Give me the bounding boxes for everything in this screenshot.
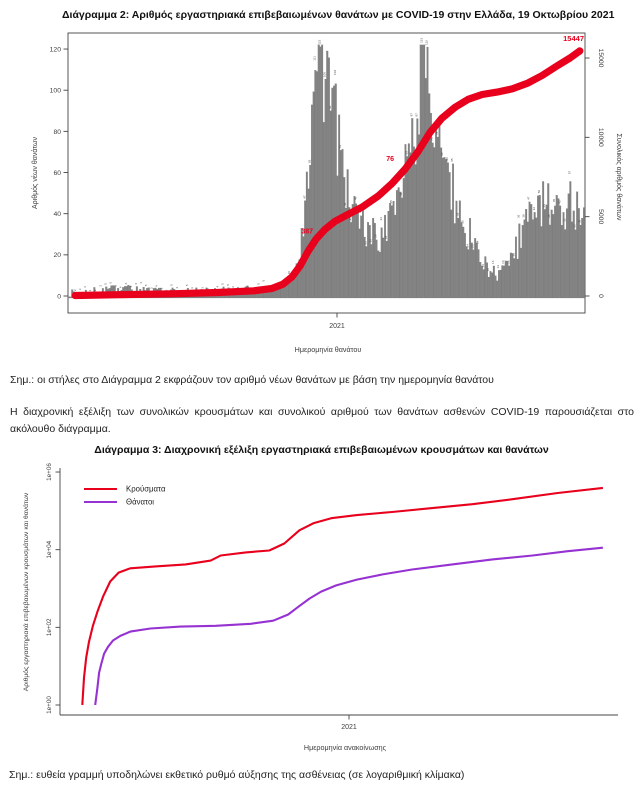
- bar: [423, 45, 425, 298]
- bar: [554, 206, 556, 298]
- bar: [544, 209, 546, 298]
- bar: [580, 225, 582, 298]
- diagram3-title: Διάγραμμα 3: Διαχρονική εξέλιξη εργαστηριακά επιβεβαιωμένων κρουσμάτων και θανάτων: [94, 444, 549, 456]
- bar: [394, 215, 396, 298]
- bar: [400, 192, 402, 298]
- x-axis-title: Ημερομηνία θανάτου: [294, 345, 362, 354]
- bar: [340, 150, 342, 298]
- bar: [449, 172, 451, 298]
- bar: [476, 243, 478, 298]
- bar-value-speck: 47: [302, 195, 307, 199]
- bar: [398, 187, 400, 298]
- bar-value-speck: 40: [358, 209, 363, 213]
- bar-value-speck: 2: [72, 289, 77, 292]
- bar-value-speck: 35: [547, 214, 552, 218]
- bar: [68, 297, 70, 298]
- diagram3-note: Σημ.: ευθεία γραμμή υποδηλώνει εκθετικό ρυθμό αύξησης της ασθένειας (σε λογαριθμική κλίμακα): [9, 769, 465, 781]
- bar: [566, 209, 568, 298]
- bar: [576, 192, 578, 298]
- bar: [406, 156, 408, 298]
- y-left-tick-label: 80: [53, 128, 61, 136]
- bar-value-speck: 5: [261, 279, 266, 282]
- cumulative-annotation: 387: [301, 228, 314, 236]
- bar: [434, 147, 436, 298]
- bar-value-speck: 122: [317, 39, 322, 45]
- bar: [371, 244, 373, 298]
- bar: [333, 86, 335, 298]
- bar: [267, 292, 269, 298]
- bar-value-speck: 16: [297, 259, 302, 263]
- bar: [515, 237, 517, 298]
- bar: [359, 229, 361, 298]
- bar-value-speck: 46: [353, 196, 358, 201]
- bar: [451, 210, 453, 298]
- bar-value-speck: 4: [266, 286, 271, 289]
- bar-value-speck: 5: [225, 284, 230, 286]
- bar: [428, 94, 430, 298]
- bar: [481, 266, 483, 298]
- bar: [323, 122, 325, 298]
- bar: [568, 194, 570, 298]
- bar-value-speck: 111: [312, 56, 317, 61]
- bar: [367, 222, 369, 298]
- y-left-tick-label: 60: [53, 169, 61, 177]
- bar: [389, 203, 391, 298]
- bar-value-speck: 5: [276, 283, 281, 285]
- bar: [478, 249, 480, 298]
- bar: [473, 250, 475, 298]
- y-right-axis-title: Συνολικός αριθμός θανάτων: [615, 133, 622, 221]
- bar: [418, 135, 420, 298]
- bar-value-speck: 19: [511, 253, 516, 257]
- x-tick-label: 2021: [329, 323, 345, 330]
- bar-value-speck: 16: [491, 260, 495, 264]
- bar: [530, 204, 532, 298]
- bar: [355, 204, 357, 298]
- bar: [575, 230, 577, 298]
- bar-value-speck: 26: [368, 239, 373, 243]
- bar-value-speck: 57: [567, 170, 572, 175]
- bar: [500, 270, 502, 298]
- bar: [581, 218, 583, 298]
- bar: [508, 266, 510, 298]
- bar: [474, 238, 476, 298]
- bar: [337, 176, 339, 298]
- bar-value-speck: 45: [552, 198, 557, 203]
- bar: [388, 211, 390, 298]
- bar: [570, 181, 572, 298]
- bar-value-speck: 6: [134, 282, 138, 285]
- bar: [352, 204, 354, 298]
- bar: [519, 224, 521, 298]
- bar: [391, 206, 393, 298]
- y-tick-label: 1e+06: [46, 463, 53, 481]
- bar: [432, 143, 434, 298]
- bar-value-speck: 25: [363, 241, 368, 245]
- bar: [383, 238, 385, 298]
- bar: [454, 223, 456, 298]
- bar-value-speck: 35: [460, 220, 465, 224]
- bar: [321, 45, 323, 298]
- legend-label: Κρούσματα: [126, 484, 166, 494]
- bar: [564, 229, 566, 298]
- bar: [549, 225, 551, 298]
- bar-value-speck: 4: [118, 286, 123, 289]
- bar: [529, 202, 531, 298]
- cumulative-total-label: 15447: [563, 34, 584, 43]
- bar: [491, 273, 493, 298]
- bar-value-speck: 4: [215, 286, 220, 288]
- x-axis-title: Ημερομηνία ανακοίνωσης: [303, 743, 387, 752]
- bar: [561, 225, 563, 298]
- bar-value-speck: 50: [536, 189, 541, 194]
- bar: [525, 209, 527, 298]
- bar: [442, 158, 444, 298]
- bar: [505, 261, 507, 298]
- bar-value-speck: 45: [389, 200, 393, 204]
- bar: [553, 214, 555, 298]
- bar: [462, 227, 464, 298]
- bar: [483, 269, 485, 298]
- bar: [488, 277, 490, 298]
- bar-value-speck: 104: [332, 69, 337, 75]
- bar: [420, 45, 422, 298]
- bar: [498, 270, 500, 298]
- bar: [445, 157, 450, 298]
- cumulative-annotation: 76: [386, 156, 394, 164]
- bar-value-speck: 4: [128, 285, 133, 288]
- bar-value-speck: 5: [185, 284, 189, 287]
- intro-paragraph: Η διαχρονική εξέλιξη των συνολικών κρουσμάτων και συνολικού αριθμού των θανάτων ασθενών COVID-19 παρουσιάζεται στο ακόλουθο διάγραμμα.: [10, 406, 634, 435]
- bar-value-speck: 49: [399, 192, 404, 196]
- bar: [471, 243, 473, 298]
- bar-value-speck: 3: [190, 287, 195, 289]
- bar-value-speck: 34: [378, 217, 383, 221]
- bar-value-speck: 3: [200, 287, 205, 289]
- bar: [510, 253, 512, 298]
- bar: [524, 220, 526, 298]
- bar-value-speck: 6: [123, 282, 128, 285]
- bar: [376, 240, 378, 298]
- bar-value-speck: 47: [526, 196, 531, 200]
- bar: [311, 105, 313, 298]
- bar-value-speck: 3: [241, 287, 246, 290]
- bar-value-speck: 24: [465, 244, 470, 248]
- bar-value-speck: 4: [174, 286, 179, 289]
- bar-value-speck: 28: [373, 234, 378, 238]
- bar-value-speck: 45: [557, 200, 562, 204]
- bar: [447, 163, 449, 298]
- y-left-tick-label: 120: [49, 46, 61, 54]
- bar-value-speck: 13: [496, 264, 501, 269]
- legend-label: Θάνατοι: [126, 497, 155, 507]
- bar: [536, 218, 538, 298]
- bar: [70, 297, 72, 298]
- y-right-tick-label: 15000: [597, 48, 604, 68]
- bar: [547, 183, 552, 298]
- bar: [539, 195, 541, 298]
- y-axis-title: Αριθμός εργαστηριακά επιβεβαιωμένων κρουσμάτων και θανάτων: [23, 492, 30, 692]
- bar: [495, 276, 497, 298]
- bar: [393, 201, 395, 298]
- bar: [410, 153, 412, 298]
- bar-value-speck: 39: [455, 212, 460, 217]
- series-line-Κρούσματα: [82, 488, 603, 705]
- bar-value-speck: 37: [348, 217, 353, 221]
- bar-value-speck: 2: [164, 289, 169, 292]
- bar: [496, 281, 498, 298]
- bar: [444, 157, 446, 298]
- bar: [559, 206, 561, 298]
- bar: [527, 222, 529, 298]
- bar: [369, 225, 371, 298]
- bar-value-speck: 10: [485, 267, 490, 272]
- bar-value-speck: 3: [139, 281, 144, 284]
- y-right-tick-label: 10000: [597, 127, 604, 147]
- bar: [379, 252, 381, 298]
- bar: [486, 263, 488, 298]
- y-tick-label: 1e+02: [46, 618, 53, 637]
- diagram2-note: Σημ.: οι στήλες στο Διάγραμμα 2 εκφράζουν τον αριθμό νέων θανάτων με βάση την ημερομηνία θανάτου: [10, 374, 494, 386]
- x-tick-label: 2021: [341, 724, 357, 731]
- bar-value-speck: 4: [236, 286, 240, 289]
- bar: [328, 58, 330, 298]
- bar: [532, 220, 534, 298]
- bar: [326, 51, 328, 298]
- bar-value-speck: 122: [424, 39, 429, 46]
- bar-value-speck: 38: [521, 214, 526, 218]
- bar-value-speck: 3: [251, 287, 256, 289]
- y-left-tick-label: 0: [57, 293, 61, 301]
- bar-value-speck: 5: [103, 283, 108, 285]
- y-right-tick-label: 0: [597, 294, 604, 298]
- bar: [364, 237, 366, 298]
- bar: [537, 196, 539, 298]
- bar-value-speck: 11: [292, 270, 297, 275]
- bar-value-speck: 68: [440, 152, 444, 156]
- bar: [573, 211, 575, 298]
- bar: [440, 148, 442, 298]
- bar-value-speck: 16: [501, 260, 506, 264]
- bar-value-speck: 6: [108, 281, 113, 284]
- bar: [468, 249, 470, 298]
- bar: [396, 190, 398, 298]
- bar: [330, 111, 332, 298]
- bar: [556, 195, 558, 298]
- bar-value-speck: 87: [414, 113, 419, 117]
- bar-value-speck: 2: [210, 290, 215, 292]
- bar-value-speck: 3: [159, 287, 164, 290]
- bar: [422, 45, 424, 298]
- bar-value-speck: 3: [77, 288, 82, 291]
- bar-value-speck: 16: [506, 260, 511, 264]
- bar-value-speck: 4: [154, 285, 159, 288]
- y-left-tick-label: 20: [53, 252, 61, 260]
- bar: [469, 218, 471, 298]
- bar: [541, 226, 543, 298]
- bar: [461, 223, 463, 298]
- bar: [403, 178, 405, 298]
- bar-value-speck: 75: [429, 137, 434, 141]
- bar-value-speck: 106: [322, 72, 327, 78]
- bar: [517, 259, 519, 298]
- bar-value-speck: 5: [271, 284, 276, 287]
- bar: [415, 164, 417, 298]
- bar-value-speck: 28: [383, 235, 388, 240]
- y-left-tick-label: 100: [49, 87, 61, 95]
- bar: [347, 169, 349, 298]
- bar-value-speck: 23: [470, 244, 475, 248]
- bar-value-speck: 72: [338, 144, 342, 149]
- bar: [513, 258, 515, 298]
- bar-value-speck: 65: [450, 158, 455, 162]
- bar: [427, 47, 429, 298]
- bar-value-speck: 42: [531, 206, 536, 211]
- bar: [452, 164, 454, 298]
- bar-value-speck: 35: [577, 219, 582, 224]
- bar: [384, 215, 386, 298]
- bar: [360, 216, 362, 298]
- bar: [522, 225, 524, 298]
- bar: [490, 271, 492, 298]
- bar: [343, 177, 348, 298]
- bar-value-speck: 43: [542, 204, 546, 208]
- bar: [332, 88, 334, 298]
- y-right-tick-label: 5000: [597, 209, 604, 225]
- bar-value-speck: 66: [445, 157, 450, 161]
- bar: [571, 222, 573, 298]
- bar: [357, 206, 359, 298]
- bar: [345, 208, 347, 298]
- bar: [381, 228, 383, 298]
- bar-value-speck: 36: [516, 214, 521, 219]
- bar-value-speck: 2: [195, 289, 200, 292]
- bar-value-speck: 5: [144, 284, 149, 287]
- y-left-tick-label: 40: [53, 211, 61, 219]
- bar: [435, 122, 437, 298]
- bar-value-speck: 3: [205, 288, 210, 290]
- diagram2-chart: [0, 0, 643, 368]
- bar-value-speck: 3: [113, 284, 118, 287]
- bar: [411, 118, 413, 298]
- bar: [439, 121, 441, 298]
- bar: [335, 84, 337, 298]
- bar: [507, 261, 509, 298]
- bar-value-speck: 5: [169, 284, 174, 286]
- bar-value-speck: 91: [327, 105, 332, 109]
- diagram3-chart: [0, 455, 643, 765]
- bar: [457, 218, 459, 298]
- bar: [342, 149, 344, 298]
- bar-value-speck: 2: [246, 286, 251, 288]
- bar: [315, 70, 317, 298]
- bar: [320, 47, 322, 298]
- bar-value-speck: 2: [98, 284, 103, 287]
- bar: [377, 251, 379, 298]
- bar-value-speck: 14: [480, 264, 485, 268]
- bar-value-speck: 78: [434, 131, 439, 135]
- bar: [534, 212, 536, 298]
- bar: [502, 266, 504, 298]
- y-tick-label: 1e+04: [46, 540, 53, 559]
- bar: [401, 198, 403, 298]
- bar: [313, 92, 315, 298]
- bar: [413, 147, 415, 298]
- bar: [318, 45, 320, 298]
- bar: [512, 254, 514, 298]
- bar-value-speck: 7: [281, 280, 286, 283]
- bar-value-speck: 24: [475, 240, 480, 244]
- bar: [386, 241, 388, 298]
- bar-value-speck: 123: [419, 37, 424, 43]
- bar: [503, 266, 505, 298]
- bar-value-speck: 4: [230, 286, 235, 288]
- y-left-axis-title: Αριθμός νέων θανάτων: [32, 137, 39, 209]
- bar: [374, 223, 376, 298]
- bar: [485, 256, 487, 298]
- bar: [466, 247, 468, 298]
- bar-value-speck: 33: [562, 218, 567, 222]
- bar: [551, 210, 553, 298]
- bar: [520, 248, 522, 298]
- bar: [459, 201, 461, 298]
- bar: [338, 115, 340, 298]
- bar: [425, 78, 427, 298]
- bar-value-speck: 33: [572, 224, 577, 228]
- bar: [464, 233, 466, 298]
- bar-value-speck: 52: [394, 180, 399, 184]
- bar-value-speck: 65: [307, 159, 312, 164]
- series-line-Θάνατοι: [95, 548, 603, 705]
- bar: [558, 199, 560, 298]
- y-tick-label: 1e+00: [46, 696, 53, 714]
- bar-value-speck: 5: [220, 283, 225, 285]
- bar: [493, 266, 495, 298]
- bar: [350, 222, 352, 298]
- bar-value-speck: 44: [343, 202, 348, 207]
- bar: [316, 71, 318, 298]
- bar: [437, 137, 439, 298]
- bar: [542, 181, 544, 298]
- bar-value-speck: 69: [404, 151, 409, 155]
- bar: [583, 208, 585, 298]
- bar: [366, 246, 368, 298]
- bar-value-speck: 87: [409, 113, 414, 117]
- bar: [372, 218, 374, 298]
- bar-value-speck: 4: [83, 286, 87, 289]
- diagram2-title: Διάγραμμα 2: Αριθμός εργαστηριακά επιβεβαιωμένων θανάτων με COVID-19 στην Ελλάδα, 19 Οκτωβρίου 2021: [62, 9, 615, 21]
- bar-value-speck: 2: [88, 289, 93, 292]
- bar-value-speck: 3: [149, 287, 154, 290]
- bar-value-speck: 10: [287, 271, 291, 275]
- bar: [362, 205, 364, 298]
- bar-value-speck: 2: [93, 289, 98, 292]
- bar: [325, 79, 327, 298]
- bar-value-speck: 5: [256, 283, 261, 285]
- bar: [563, 212, 565, 298]
